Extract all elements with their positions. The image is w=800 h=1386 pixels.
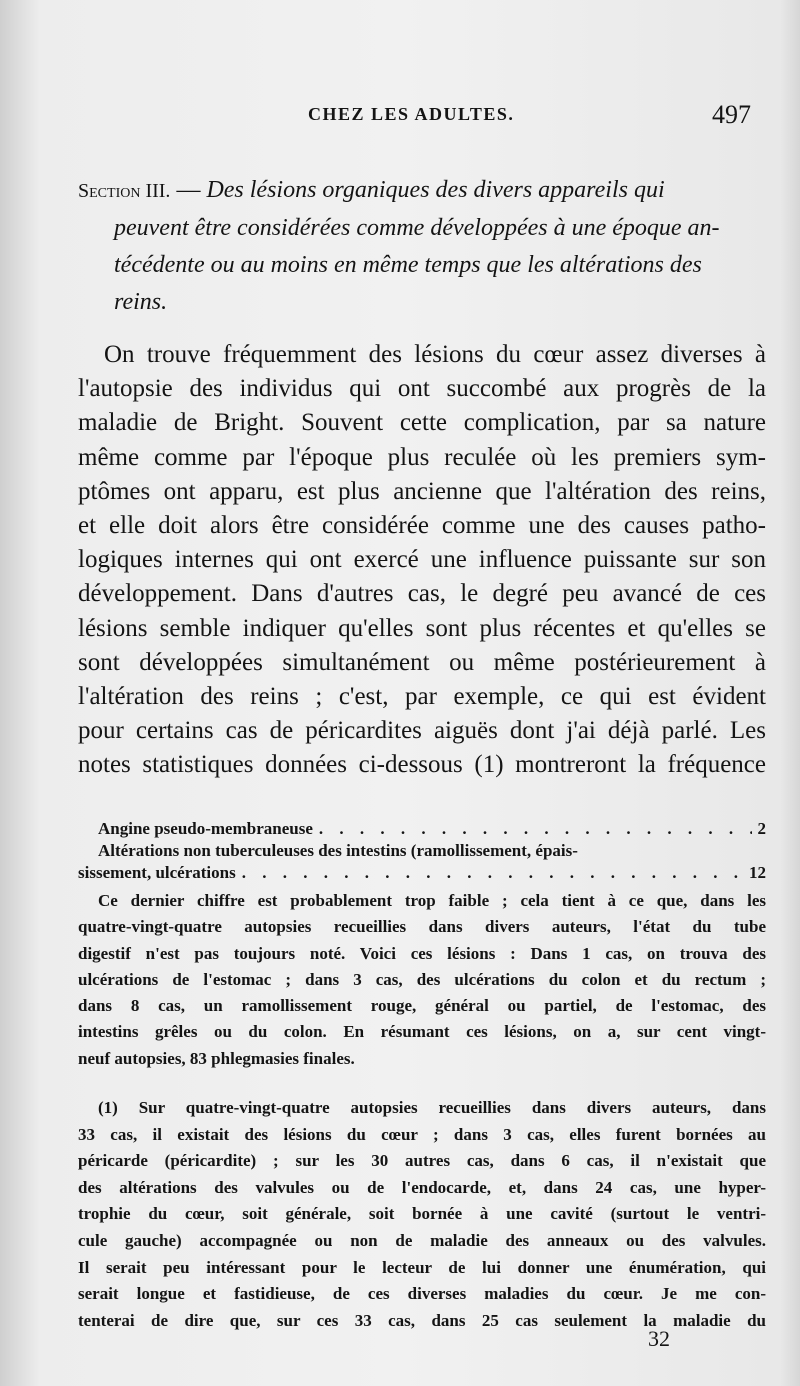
note-item-label: Altérations non tuberculeuses des intestins (ramollissement, épais- <box>98 841 578 860</box>
statistics-notes <box>78 818 766 1072</box>
body-line: logiques internes qui ont exercé une influence puissante sur son <box>78 546 766 574</box>
page-header <box>0 100 800 140</box>
body-line: l'autopsie des individus qui ont succombé aux progrès de la <box>78 375 766 403</box>
note-line: digestif n'est pas toujours noté. Voici ces lésions : Dans 1 cas, on trouva des <box>78 943 766 963</box>
footnote <box>78 1095 766 1334</box>
body-line: et elle doit alors être considérée comme une des causes patho- <box>78 512 766 540</box>
footnote-line: tenterai de dire que, sur ces 33 cas, dans 25 cas seulement la maladie du <box>78 1310 766 1330</box>
section-title-line: Des lésions organiques des divers appareils qui <box>206 177 665 203</box>
footnote-line: serait longue et fastidieuse, de ces diverses maladies du cœur. Je me con- <box>78 1284 766 1304</box>
signature-mark: 32 <box>648 1326 670 1351</box>
body-line: même comme par l'époque plus reculée où les premiers sym- <box>78 443 766 471</box>
footnote-line: trophie du cœur, soit générale, soit bornée à une cavité (surtout le ventri- <box>78 1204 766 1224</box>
running-head: CHEZ LES ADULTES. <box>308 104 515 124</box>
note-item-value: 2 <box>757 819 766 838</box>
footnote-line: cule gauche) accompagnée ou non de maladie des anneaux ou des valvules. <box>78 1230 766 1250</box>
footnote-line: (1) Sur quatre-vingt-quatre autopsies recueillies dans divers auteurs, dans <box>98 1098 766 1117</box>
body-line: l'altération des reins ; c'est, par exemple, ce qui est évident <box>78 683 766 711</box>
section-label: Section III. <box>78 180 171 202</box>
page-number: 497 <box>712 100 751 129</box>
section-title-line: técédente ou au moins en même temps que les altérations des <box>114 252 702 278</box>
note-item <box>78 818 766 840</box>
body-paragraph <box>78 338 766 783</box>
footnote-line: péricarde (péricardite) ; sur les 30 autres cas, dans 6 cas, il n'existait que <box>78 1151 766 1171</box>
footnote-line: Il serait peu intéressant pour le lecteur de lui donner une énumération, qui <box>78 1257 766 1277</box>
body-line: notes statistiques données ci-dessous (1) montreront la fréquence <box>78 751 766 779</box>
note-item-label: Angine pseudo-membraneuse <box>98 819 313 838</box>
body-line: sont développées simultanément ou même postérieurement à <box>78 648 766 676</box>
section-title-line: peuvent être considérées comme développées à une époque an- <box>114 215 720 241</box>
note-line: intestins grêles ou du colon. En résumant ces lésions, on a, sur cent vingt- <box>78 1022 766 1042</box>
note-item <box>78 862 766 884</box>
body-line: On trouve fréquemment des lésions du cœur assez diverses à <box>104 341 766 368</box>
leader-dots <box>319 818 752 840</box>
footnote-line: des altérations des valvules ou de l'endocarde, et, dans 24 cas, une hyper- <box>78 1177 766 1197</box>
note-line: neuf autopsies, 83 phlegmasies finales. <box>78 1048 355 1068</box>
body-line: développement. Dans d'autres cas, le degré peu avancé de ces <box>78 580 766 608</box>
note-line: Ce dernier chiffre est probablement trop faible ; cela tient à ce que, dans les <box>98 891 766 910</box>
note-item-label: sissement, ulcérations <box>78 863 236 882</box>
note-item-value: 12 <box>749 863 766 882</box>
note-line: quatre-vingt-quatre autopsies recueillies dans divers auteurs, l'état du tube <box>78 917 766 937</box>
section-heading-line <box>78 172 768 210</box>
note-paragraph <box>78 888 766 1072</box>
section-heading <box>78 172 768 321</box>
leader-dots <box>242 862 743 884</box>
section-title-line: reins. <box>114 289 168 315</box>
note-line: dans 8 cas, un ramollissement rouge, général ou partiel, de l'estomac, des <box>78 996 766 1016</box>
body-line: ptômes ont apparu, est plus ancienne que l'altération des reins, <box>78 477 766 505</box>
body-line: pour certains cas de péricardites aiguës dont j'ai déjà parlé. Les <box>78 717 766 745</box>
body-line: maladie de Bright. Souvent cette complication, par sa nature <box>78 409 766 437</box>
body-line: lésions semble indiquer qu'elles sont plus récentes et qu'elles se <box>78 614 766 642</box>
footnote-line: 33 cas, il existait des lésions du cœur ; dans 3 cas, elles furent bornées au <box>78 1124 766 1144</box>
note-line: ulcérations de l'estomac ; dans 3 cas, des ulcérations du colon et du rectum ; <box>78 969 766 989</box>
section-dash: — <box>176 177 201 203</box>
